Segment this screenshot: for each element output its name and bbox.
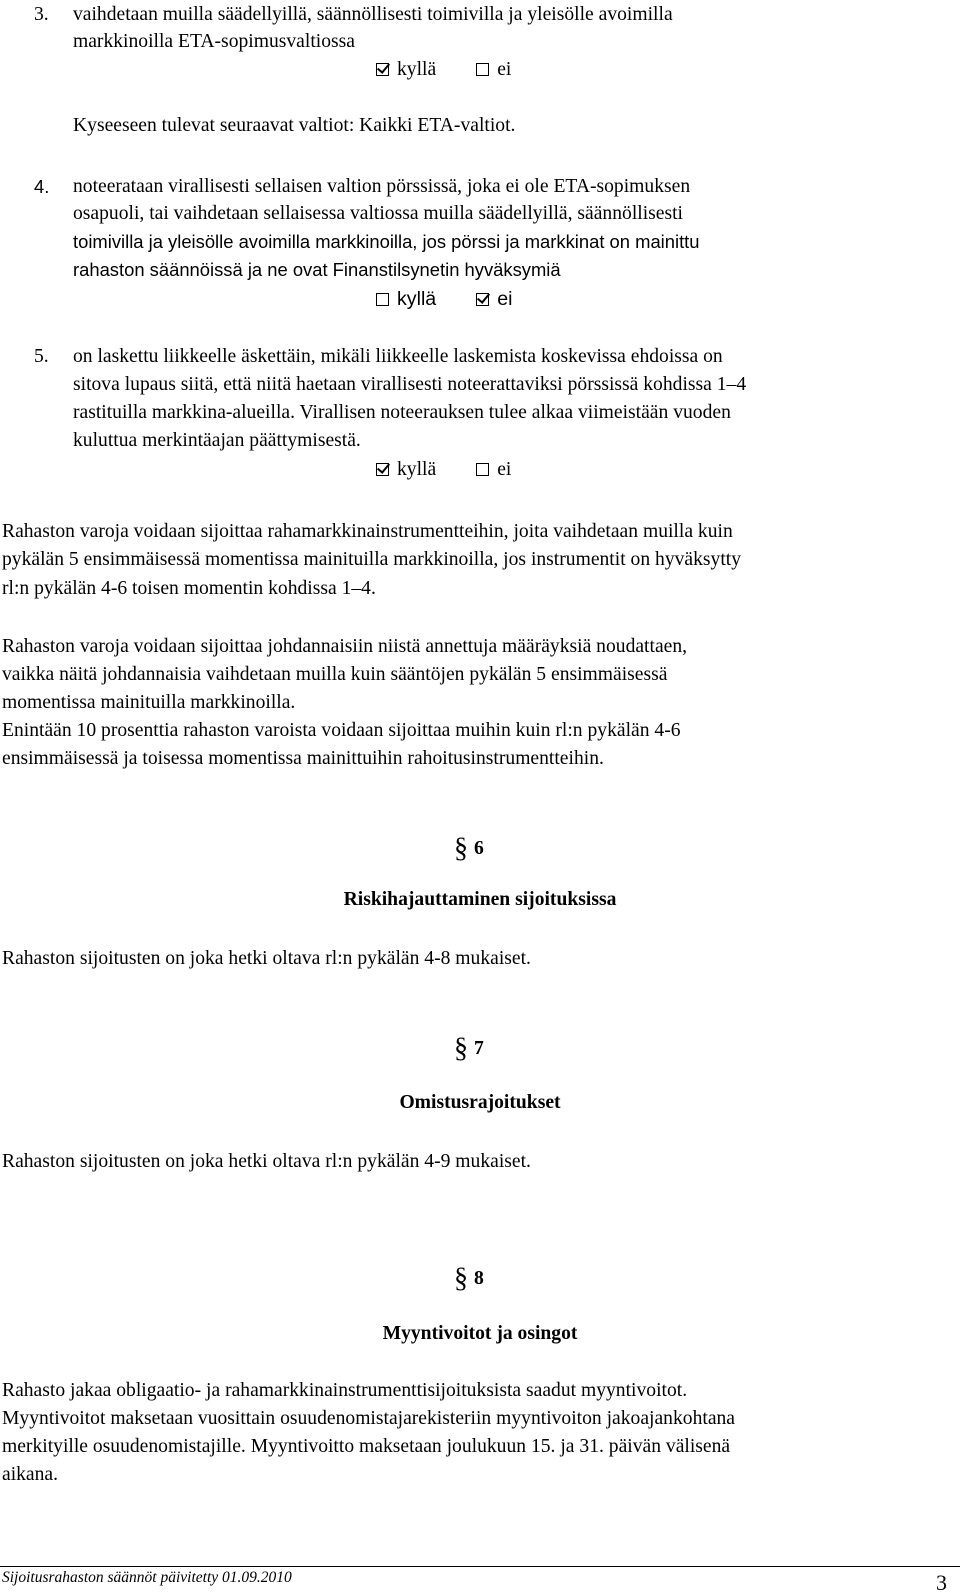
- item-5-yes-label: kyllä: [397, 459, 437, 480]
- item-4-line-2: osapuoli, tai vaihdetaan sellaisessa valtiossa muilla säädellyillä, säännöllisesti: [73, 203, 683, 224]
- para-1-line-3: rl:n pykälän 4-6 toisen momentin kohdissa 1–4.: [2, 578, 376, 599]
- para-1-line-2: pykälän 5 ensimmäisessä momentissa mainituilla markkinoilla, jos instrumentit on hyväksytty: [2, 549, 742, 570]
- para-1-line-1: Rahaston varoja voidaan sijoittaa rahamarkkinainstrumentteihin, joita vaihdetaan muilla kuin: [2, 521, 733, 542]
- item-4-line-4: rahaston säännöissä ja ne ovat Finanstilsynetin hyväksymiä: [73, 259, 561, 280]
- item-5-no-label: ei: [497, 459, 512, 480]
- checkbox-checked-icon[interactable]: [376, 63, 389, 76]
- para-2-line-1: Rahaston varoja voidaan sijoittaa johdannaisiin niistä annettuja määräyksiä noudattaen,: [2, 636, 688, 657]
- item-5-choice: [376, 457, 511, 483]
- section-8-number: § 8: [454, 1263, 484, 1294]
- item-5-line-4: kuluttua merkintäajan päättymisestä.: [73, 430, 361, 451]
- section-6-number: § 6: [454, 833, 484, 864]
- item-4-line-3: toimivilla ja yleisölle avoimilla markkinoilla, jos pörssi ja markkinat on mainittu: [73, 231, 700, 252]
- page-number: 3: [936, 1570, 947, 1595]
- item-5-line-1: on laskettu liikkeelle äskettäin, mikäli liikkeelle laskemista koskevissa ehdoissa on: [73, 346, 723, 367]
- item-5-line-2: sitova lupaus siitä, että niitä haetaan virallisesti noteerattaviksi pörssissä kohdissa 1–4: [73, 374, 747, 395]
- checkbox-checked-icon[interactable]: [376, 463, 389, 476]
- item-3-line-1: vaihdetaan muilla säädellyillä, säännöllisesti toimivilla ja yleisölle avoimilla: [73, 4, 673, 25]
- section-8-body-line-3: merkityille osuudenomistajille. Myyntivoitto maksetaan joulukuun 15. ja 31. päivän välisenä: [2, 1436, 731, 1457]
- para-2-line-3: momentissa mainituilla markkinoilla.: [2, 692, 296, 713]
- item-4-choice: [376, 286, 512, 312]
- section-8-title: Myyntivoitot ja osingot: [382, 1323, 578, 1344]
- section-7-number: § 7: [454, 1033, 484, 1064]
- item-5-line-3: rastituilla markkina-alueilla. Virallisen noteerauksen tulee alkaa viimeistään vuoden: [73, 402, 731, 423]
- checkbox-empty-icon[interactable]: [476, 463, 489, 476]
- item-3-line-2: markkinoilla ETA-sopimusvaltiossa: [73, 31, 355, 52]
- item-3-states: Kyseeseen tulevat seuraavat valtiot: Kaikki ETA-valtiot.: [73, 115, 516, 136]
- item-3-no-label: ei: [497, 59, 512, 80]
- item-4-no-label: ei: [497, 288, 513, 310]
- item-5-number: 5.: [34, 346, 49, 367]
- para-2-line-4: Enintään 10 prosenttia rahaston varoista voidaan sijoittaa muihin kuin rl:n pykälän 4-6: [2, 720, 681, 741]
- checkbox-empty-icon[interactable]: [476, 63, 489, 76]
- section-6-title: Riskihajauttaminen sijoituksissa: [343, 889, 617, 910]
- section-6-body: Rahaston sijoitusten on joka hetki oltava rl:n pykälän 4-8 mukaiset.: [2, 948, 531, 969]
- section-8-body-line-4: aikana.: [2, 1464, 59, 1485]
- footer-divider: [0, 1566, 960, 1567]
- para-2-line-5: ensimmäisessä ja toisessa momentissa mainittuihin rahoitusinstrumentteihin.: [2, 748, 604, 769]
- checkbox-empty-icon[interactable]: [376, 293, 389, 306]
- footer-text: Sijoitusrahaston säännöt päivitetty 01.09.2010: [2, 1569, 292, 1586]
- para-2-line-2: vaikka näitä johdannaisia vaihdetaan muilla kuin sääntöjen pykälän 5 ensimmäisessä: [2, 664, 668, 685]
- item-4-yes-label: kyllä: [397, 288, 437, 310]
- item-4-number: 4.: [34, 176, 50, 197]
- item-3-yes-label: kyllä: [397, 59, 437, 80]
- item-3-choice: [376, 57, 511, 83]
- checkbox-checked-icon[interactable]: [476, 293, 489, 306]
- item-4-line-1: noteerataan virallisesti sellaisen valtion pörssissä, joka ei ole ETA-sopimuksen: [73, 176, 691, 197]
- item-3-number: 3.: [34, 4, 49, 25]
- section-7-title: Omistusrajoitukset: [399, 1092, 561, 1113]
- section-7-body: Rahaston sijoitusten on joka hetki oltava rl:n pykälän 4-9 mukaiset.: [2, 1151, 531, 1172]
- section-8-body-line-1: Rahasto jakaa obligaatio- ja rahamarkkinainstrumenttisijoituksista saadut myyntivoitot.: [2, 1380, 688, 1401]
- section-8-body-line-2: Myyntivoitot maksetaan vuosittain osuudenomistajarekisteriin myyntivoiton jakoajankohtana: [2, 1408, 736, 1429]
